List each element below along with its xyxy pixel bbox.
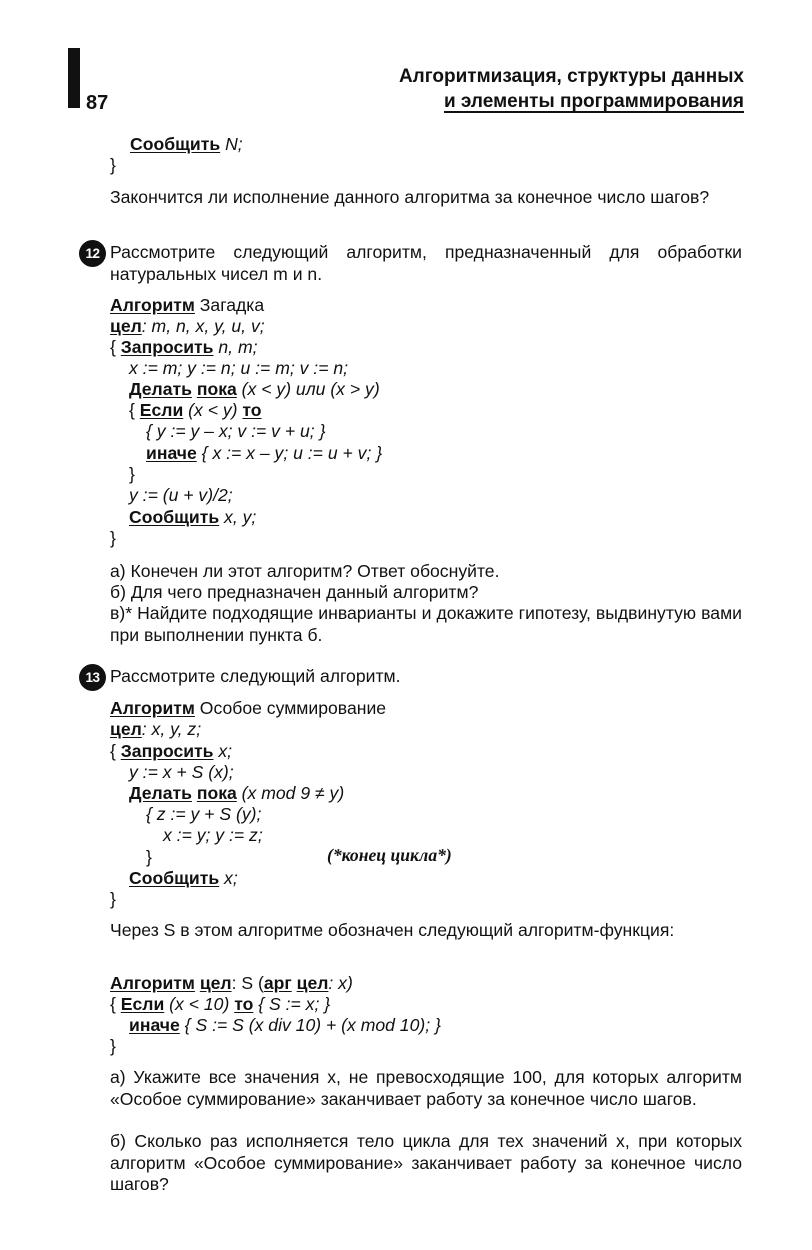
question-item: б) Для чего предназначен данный алгоритм?	[110, 582, 479, 602]
page-marker-bar	[68, 48, 80, 108]
code-line: { Если (x < 10) то { S := x; }	[110, 994, 331, 1014]
question-item: а) Конечен ли этот алгоритм? Ответ обоснуйте.	[110, 561, 500, 581]
code-line: x := y; y := z;	[163, 825, 263, 845]
code-line: }	[129, 464, 135, 484]
code-line: иначе { x := x – y; u := u + v; }	[146, 443, 383, 463]
code-line: Делать пока (x mod 9 ≠ y)	[129, 783, 345, 803]
code-line: { z := y + S (y);	[146, 804, 262, 824]
code-line: иначе { S := S (x div 10) + (x mod 10); }	[129, 1015, 441, 1035]
code-line: x := m; y := n; u := m; v := n;	[129, 358, 349, 378]
page-number: 87	[86, 92, 109, 114]
function-intro: Через S в этом алгоритме обозначен следующий алгоритм-функция:	[110, 920, 675, 940]
keyword: Сообщить	[130, 134, 221, 154]
task-number-badge: 13	[79, 664, 106, 691]
loop-end-comment: (*конец цикла*)	[327, 845, 452, 865]
code-line: { Если (x < y) то	[129, 400, 262, 420]
task-number-badge: 12	[79, 240, 106, 267]
code-line: y := x + S (x);	[129, 762, 234, 782]
code-line: Алгоритм Особое суммирование	[110, 698, 387, 718]
code-line: }	[146, 847, 152, 867]
code-line: }	[110, 1036, 116, 1056]
running-title-line2: и элементы программирования	[443, 91, 744, 112]
code-line: { Запросить x;	[110, 741, 233, 761]
task-intro: Рассмотрите следующий алгоритм, предназначенный для обработки натуральных чисел m и n.	[110, 242, 742, 284]
code-line: { Запросить n, m;	[110, 337, 258, 357]
question-item: а) Укажите все значения x, не превосходящие 100, для которых алгоритм «Особое суммирование» заканчивает работу за конечное число шагов.	[110, 1067, 742, 1109]
code-line: y := (u + v)/2;	[129, 485, 233, 505]
code-line: Алгоритм Загадка	[110, 295, 265, 315]
code-line: Сообщить x, y;	[129, 507, 257, 527]
task-intro: Рассмотрите следующий алгоритм.	[110, 666, 401, 686]
question-item: б) Сколько раз исполняется тело цикла для тех значений x, при которых алгоритм «Особое суммирование» заканчивает работу за конечное число шагов?	[110, 1131, 742, 1194]
question-paragraph: Закончится ли исполнение данного алгоритма за конечное число шагов?	[110, 187, 710, 207]
code-line: }	[110, 889, 116, 909]
code-line: }	[110, 528, 116, 548]
running-title-line1: Алгоритмизация, структуры данных	[398, 66, 744, 87]
question-item: в)* Найдите подходящие инварианты и докажите гипотезу, выдвинутую вами при выполнении пункта б.	[110, 603, 742, 645]
code-line: Сообщить x;	[129, 868, 238, 888]
code-line: Алгоритм цел: S (арг цел: x)	[110, 973, 353, 993]
code-line: }	[110, 155, 116, 175]
code-line: цел: x, y, z;	[110, 719, 202, 739]
code-line: Сообщить N;	[130, 134, 243, 154]
code-line: { y := y – x; v := v + u; }	[146, 421, 326, 441]
code-line: цел: m, n, x, y, u, v;	[110, 316, 265, 336]
code-line: Делать пока (x < y) или (x > y)	[129, 379, 380, 399]
